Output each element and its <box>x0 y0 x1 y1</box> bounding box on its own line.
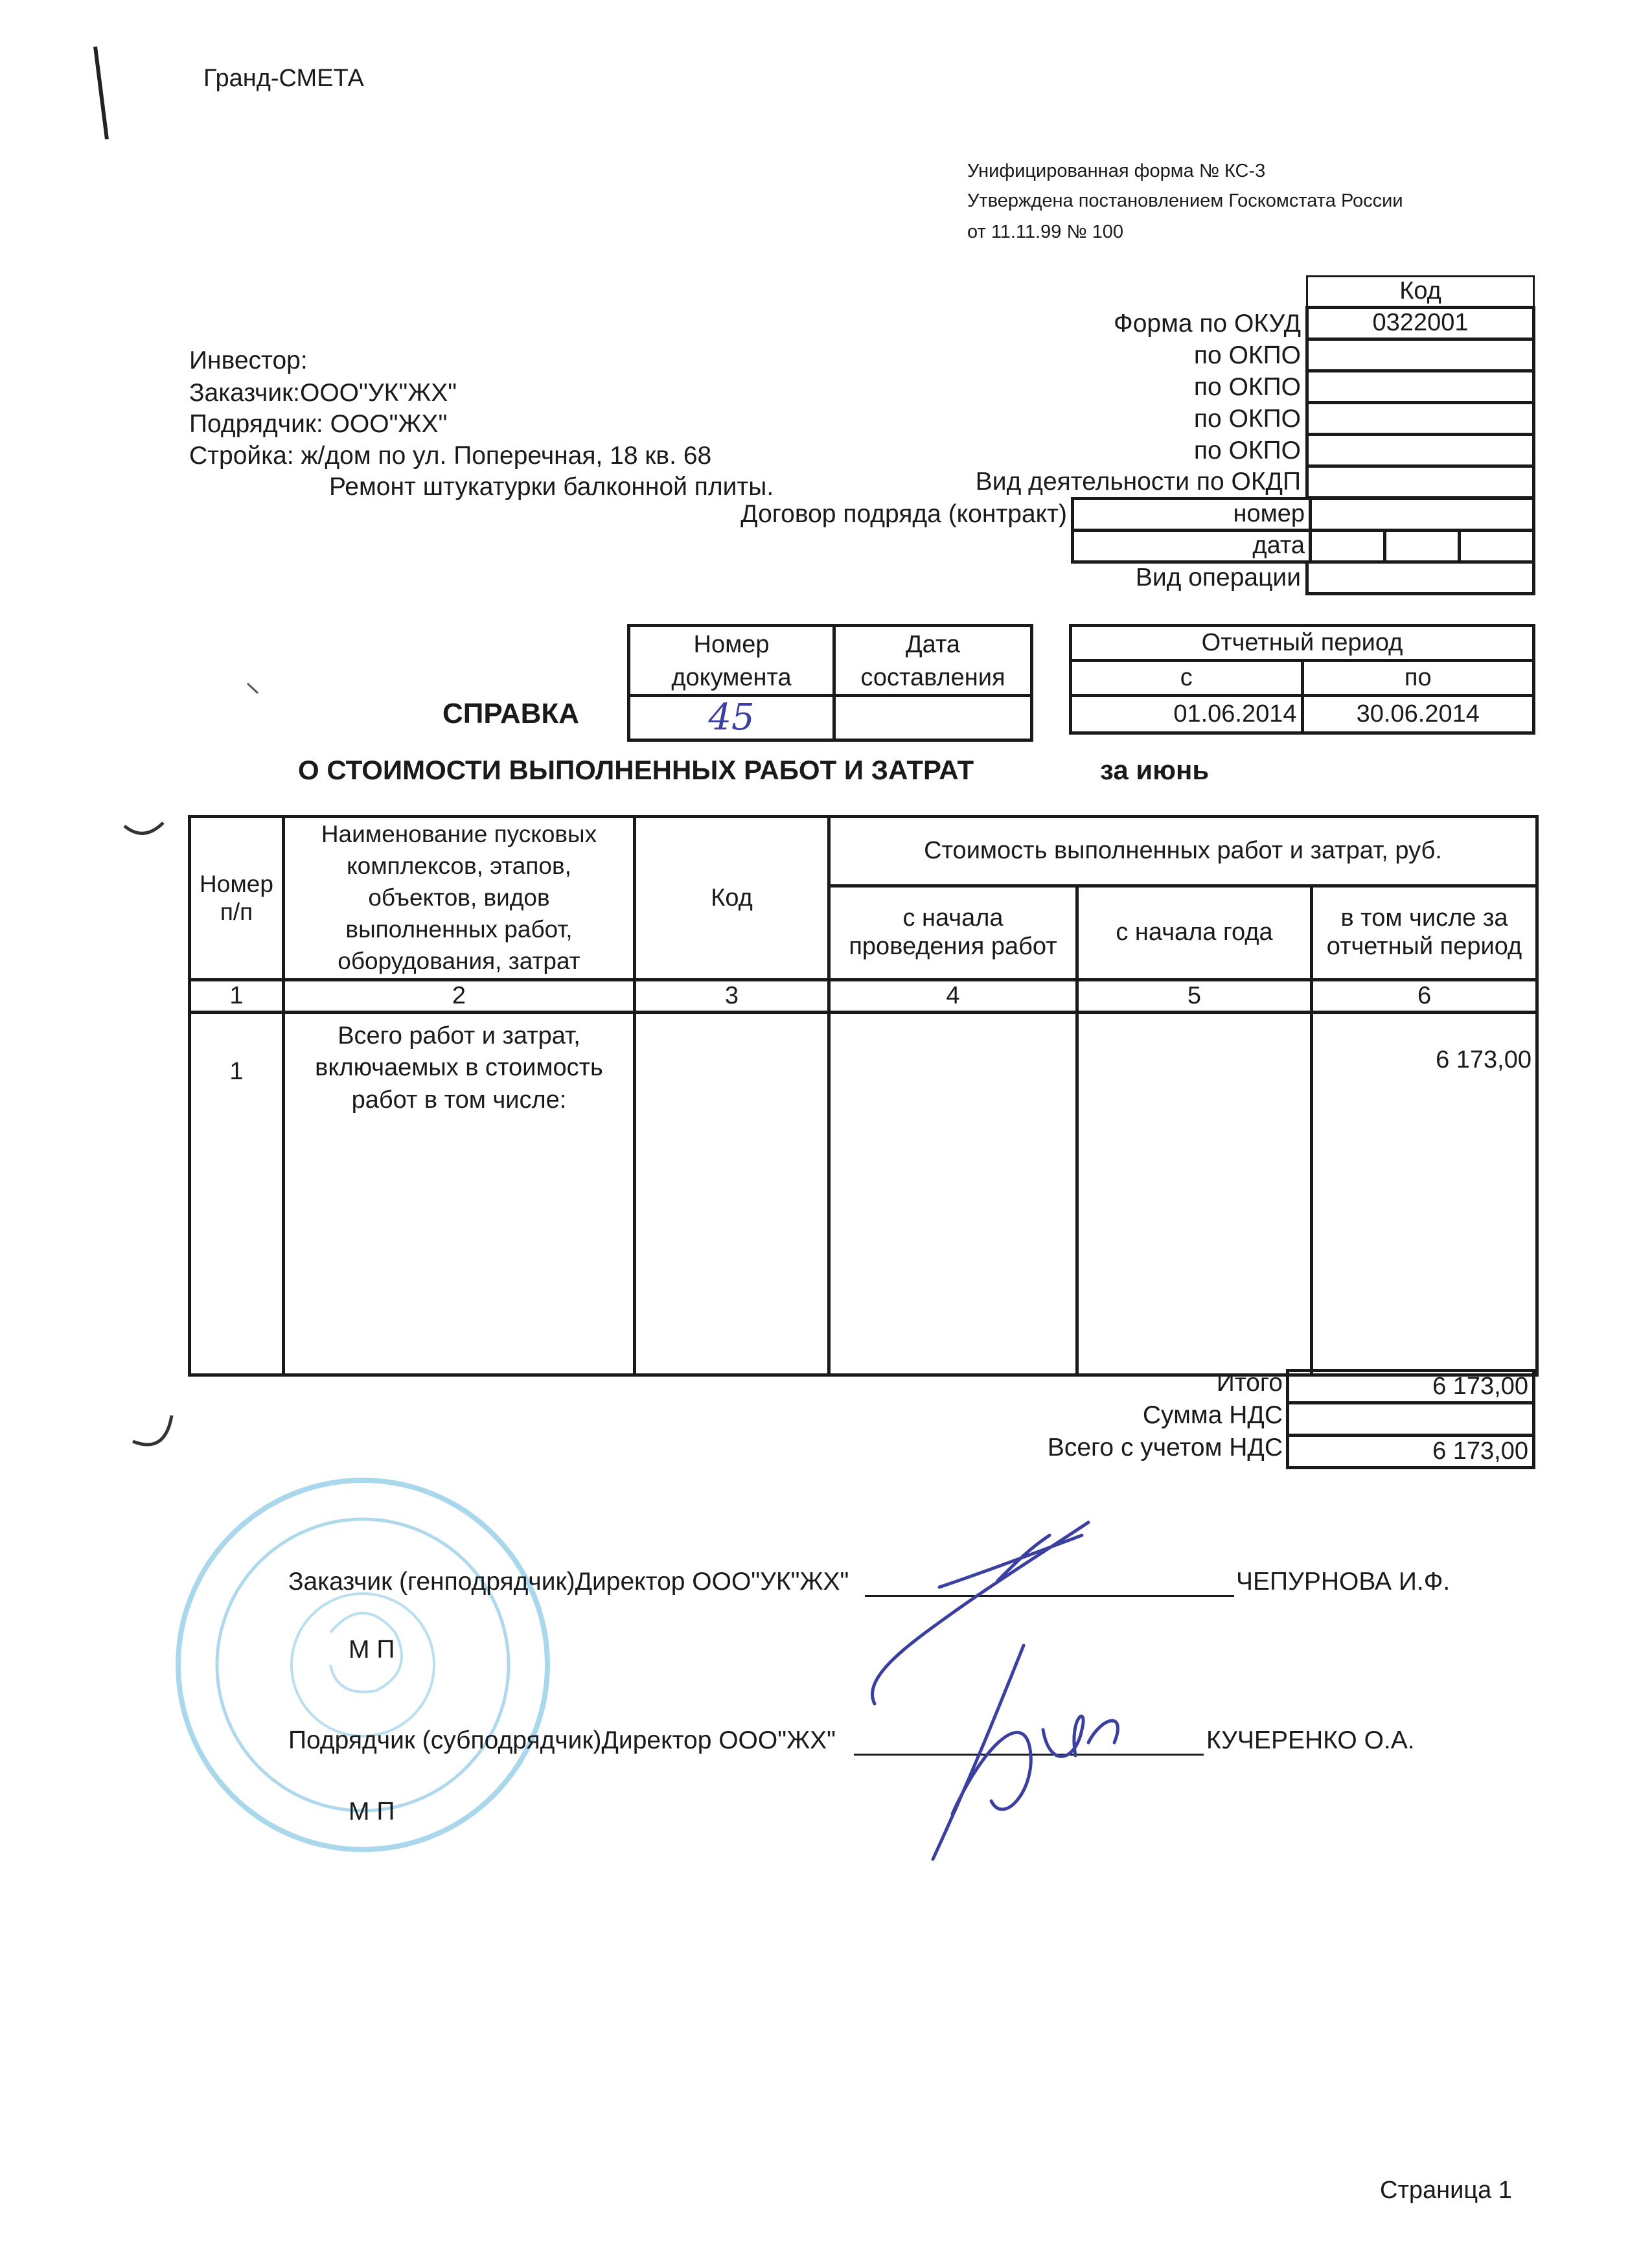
row-num: 1 <box>190 1013 284 1375</box>
col-from-start-header: с начала проведения работ <box>829 886 1077 980</box>
grand-total-label: Всего с учетом НДС <box>1047 1434 1283 1461</box>
customer-signature-label: Заказчик (генподрядчик)Директор ООО"УК"ЖХ" <box>288 1568 849 1596</box>
contract-day-cell <box>1311 531 1385 562</box>
codes-header: Код <box>1307 277 1534 308</box>
code-label-okpo-1: по ОКПО <box>1193 341 1301 369</box>
object-label: Ремонт штукатурки балконной плиты. <box>329 473 774 501</box>
code-okud-value: 0322001 <box>1307 308 1534 339</box>
contract-month-cell <box>1385 531 1460 562</box>
page-number: Страница 1 <box>1380 2177 1512 2204</box>
doc-number-value: 45 <box>629 696 834 740</box>
code-okdp-value <box>1307 466 1534 498</box>
customer-label: Заказчик:ООО"УК"ЖХ" <box>189 379 457 407</box>
grand-total-value: 6 173,00 <box>1288 1436 1534 1468</box>
col-number-4: 4 <box>829 980 1077 1013</box>
contractor-signature-drawing <box>894 1632 1153 1879</box>
doc-number-header-2: документа <box>629 663 834 696</box>
code-label-okpo-2: по ОКПО <box>1193 373 1301 401</box>
contract-date-label: дата <box>1073 531 1311 562</box>
title-sub: О СТОИМОСТИ ВЫПОЛНЕННЫХ РАБОТ И ЗАТРАТ <box>298 755 974 785</box>
contract-year-cell <box>1460 531 1534 562</box>
col-code-header: Код <box>635 817 829 980</box>
period-from-label: с <box>1071 661 1303 696</box>
col-from-year-header: с начала года <box>1077 886 1312 980</box>
period-to-value: 30.06.2014 <box>1302 696 1534 733</box>
form-name: Унифицированная форма № КС-3 <box>967 161 1266 181</box>
row-from-year <box>1077 1013 1312 1375</box>
site-label: Стройка: ж/дом по ул. Поперечная, 18 кв. 68 <box>189 442 712 470</box>
row-period: 6 173,00 <box>1312 1013 1537 1375</box>
totals-table <box>1286 1369 1535 1469</box>
contractor-signer-name: КУЧЕРЕНКО О.А. <box>1206 1726 1415 1754</box>
period-header: Отчетный период <box>1071 626 1534 661</box>
table-row <box>190 1013 1537 1375</box>
row-name: Всего работ и затрат, включаемых в стоимость работ в том числе: <box>284 1013 635 1375</box>
contractor-signature-label: Подрядчик (субподрядчик)Директор ООО"ЖХ" <box>288 1726 836 1754</box>
col-number-1: 1 <box>190 980 284 1013</box>
col-number-3: 3 <box>635 980 829 1013</box>
code-label-okpo-4: по ОКПО <box>1193 437 1301 464</box>
approved-date: от 11.11.99 № 100 <box>967 222 1124 242</box>
operation-label: Вид операции <box>1135 564 1301 591</box>
program-name: Гранд-СМЕТА <box>203 65 364 92</box>
codes-table <box>1305 275 1535 499</box>
title-main: СПРАВКА <box>442 698 580 729</box>
doc-number-table <box>627 624 1033 742</box>
code-okpo-4-value <box>1307 435 1534 466</box>
contract-table <box>1071 497 1535 564</box>
contract-number-value <box>1311 499 1534 531</box>
punch-hole-top <box>124 823 163 833</box>
doc-date-header-1: Дата <box>834 626 1032 663</box>
code-okpo-1-value <box>1307 339 1534 371</box>
code-label-okdp: Вид деятельности по ОКДП <box>975 468 1301 496</box>
code-label-okpo-3: по ОКПО <box>1193 405 1301 433</box>
contract-number-label: номер <box>1073 499 1311 531</box>
cost-header: Стоимость выполненных работ и затрат, руб. <box>829 817 1537 886</box>
vat-value <box>1288 1403 1534 1436</box>
operation-value <box>1307 562 1534 594</box>
doc-date-header-2: составления <box>834 663 1032 696</box>
main-table <box>188 815 1539 1377</box>
doc-date-value <box>834 696 1032 740</box>
tick-mark <box>247 683 258 693</box>
customer-signer-name: ЧЕПУРНОВА И.Ф. <box>1236 1568 1451 1596</box>
contractor-stamp-label: М П <box>349 1798 395 1826</box>
contract-label: Договор подряда (контракт) <box>740 500 1067 528</box>
punch-hole-bottom <box>133 1415 172 1445</box>
col-name-header: Наименование пусковых комплексов, этапов, объектов, видов выполненных работ, оборудования, затрат <box>284 817 635 980</box>
approved-by: Утверждена постановлением Госкомстата России <box>967 190 1403 211</box>
operation-table <box>1305 560 1535 595</box>
col-number-5: 5 <box>1077 980 1312 1013</box>
col-number-2: 2 <box>284 980 635 1013</box>
code-okpo-3-value <box>1307 403 1534 435</box>
col-number-6: 6 <box>1312 980 1537 1013</box>
investor-label: Инвестор: <box>189 347 308 374</box>
col-period-header: в том числе за отчетный период <box>1312 886 1537 980</box>
row-from-start <box>829 1013 1077 1375</box>
period-from-value: 01.06.2014 <box>1071 696 1303 733</box>
period-table <box>1069 624 1535 735</box>
code-okpo-2-value <box>1307 371 1534 403</box>
margin-mark <box>95 47 107 139</box>
contractor-label: Подрядчик: ООО"ЖХ" <box>189 410 448 438</box>
doc-number-header-1: Номер <box>629 626 834 663</box>
col-num-header: Номер п/п <box>190 817 284 980</box>
row-code <box>635 1013 829 1375</box>
total-value: 6 173,00 <box>1288 1371 1534 1403</box>
total-label: Итого <box>1216 1369 1283 1397</box>
title-period: за июнь <box>1100 755 1210 785</box>
code-label-okud: Форма по ОКУД <box>1114 310 1301 338</box>
customer-stamp-label: М П <box>349 1636 395 1664</box>
vat-label: Сумма НДС <box>1142 1401 1283 1429</box>
period-to-label: по <box>1302 661 1534 696</box>
